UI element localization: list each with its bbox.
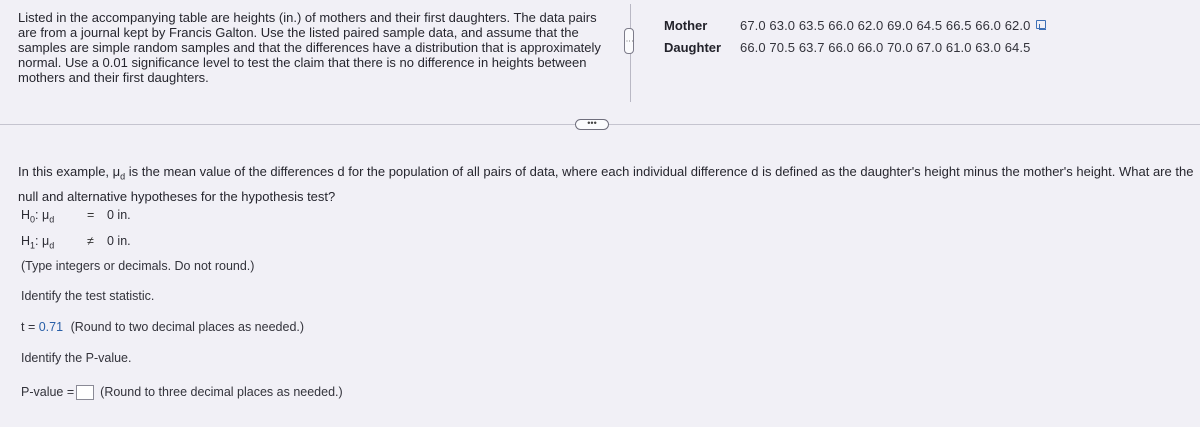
splitter-handle[interactable]: ⋮ <box>624 28 634 54</box>
table-row-mother <box>664 14 1046 36</box>
hypothesis-note: (Type integers or decimals. Do not round.) <box>21 259 255 273</box>
table-row-daughter <box>664 36 1046 58</box>
alternative-hypothesis: $H_1$: $\mu_d \ne 0$ in. <box>21 234 131 251</box>
p-value-answer: P-value = (Round to three decimal places as needed.) <box>21 385 343 399</box>
hypothesis-value: 0 in. <box>107 234 131 248</box>
row-label: Daughter <box>664 39 722 55</box>
operator: ≠ <box>87 234 94 248</box>
operator: = <box>87 208 95 222</box>
p-value-prompt: Identify the P-value. <box>21 351 132 365</box>
data-table <box>664 14 1046 58</box>
p-value-input[interactable] <box>76 385 94 400</box>
copy-icon[interactable] <box>1036 20 1046 29</box>
more-options-icon[interactable]: ••• <box>575 119 609 130</box>
test-statistic-prompt: Identify the test statistic. <box>21 289 155 303</box>
null-hypothesis: $H_0$: $\mu_d = 0$ in. <box>21 208 131 225</box>
test-statistic-answer: t = 0.71 (Round to two decimal places as needed.) <box>21 320 305 334</box>
test-statistic-value[interactable]: 0.71 <box>38 320 64 334</box>
row-values: 66.0 70.5 63.7 66.0 66.0 70.0 67.0 61.0 63.0 64.5 <box>740 39 1031 55</box>
hypothesis-value: 0 in. <box>107 208 131 222</box>
question-text: In this example, $\mu_d$ is the mean value of the differences d for the population of all pairs of data, where each individual difference d is defined as the daughter's height minus the mother's height. What are the null and alternative hypotheses for the hypothesis test? <box>18 164 1194 204</box>
problem-statement: Listed in the accompanying table are heights (in.) of mothers and their first daughters. The data pairs are from a journal kept by Francis Galton. Use the listed paired sample data, and assume that the samples are simple random samples and that the differences have a distribution that is approximately normal. Use a 0.01 significance level to test the claim that there is no difference in heights between mothers and their first daughters. <box>18 10 601 85</box>
row-label: Mother <box>664 17 708 33</box>
row-values: 67.0 63.0 63.5 66.0 62.0 69.0 64.5 66.5 66.0 62.0 <box>740 17 1031 33</box>
